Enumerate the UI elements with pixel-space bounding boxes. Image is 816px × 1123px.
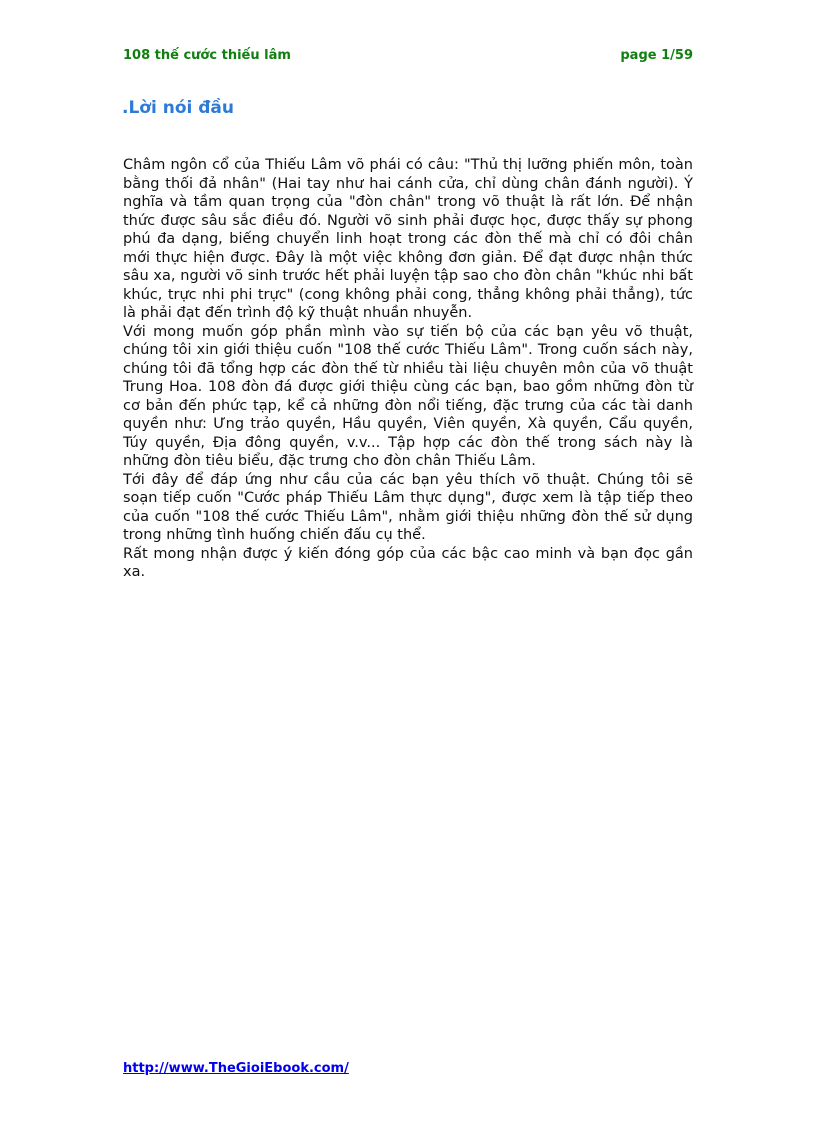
header-book-title: 108 thế cước thiếu lâm — [123, 48, 291, 63]
paragraph-2: Với mong muốn góp phần mình vào sự tiến bộ của các bạn yêu võ thuật, chúng tôi xin giới thiệu cuốn "108 thế cước Thiếu Lâm". Trong cuốn sách này, chúng tôi đã tổng hợp các đòn thế từ nhiều tài liệu chuyên môn của võ thuật Trung Hoa. 108 đòn đá được giới thiệu cùng các bạn, bao gồm những đòn từ cơ bản đến phức tạp, kể cả những đòn nổi tiếng, đặc trưng của các tài danh quyền như: Ưng trảo quyền, Hầu quyền, Viên quyền, Xà quyền, Cẩu quyền, Túy quyền, Địa đông quyền, v.v... Tập hợp các đòn thế trong sách này là những đòn tiêu biểu, đặc trưng cho đòn chân Thiếu Lâm. — [123, 323, 693, 469]
header-page-number: page 1/59 — [620, 48, 693, 63]
footer-website-link[interactable]: http://www.TheGioiEbook.com/ — [123, 1061, 349, 1076]
paragraph-3: Tới đây để đáp ứng như cầu của các bạn yêu thích võ thuật. Chúng tôi sẽ soạn tiếp cuốn "Cước pháp Thiếu Lâm thực dụng", được xem là tập tiếp theo của cuốn "108 thế cước Thiếu Lâm", nhằm giới thiệu những đòn thế sử dụng trong những tình huống chiến đấu cụ thể. — [123, 471, 693, 543]
page-header — [123, 47, 693, 67]
section-title: .Lời nói đầu — [122, 98, 234, 118]
body-text — [123, 156, 693, 582]
paragraph-1: Châm ngôn cổ của Thiếu Lâm võ phái có câu: "Thủ thị lưỡng phiến môn, toàn bằng thối đả nhân" (Hai tay như hai cánh cửa, chỉ dùng chân đánh người). Ý nghĩa và tầm quan trọng của "đòn chân" trong võ thuật là rất lớn. Để nhận thức được sâu sắc điều đó. Người võ sinh phải được học, được thấy sự phong phú đa dạng, biếng chuyển linh hoạt trong các đòn thế mà chỉ có đôi chân mới thực hiện được. Đây là một việc không đơn giản. Để đạt được nhận thức sâu xa, người võ sinh trước hết phải luyện tập sao cho đòn chân "khúc nhi bất khúc, trực nhi phi trực" (cong không phải cong, thẳng không phải thẳng), tức là phải đạt đến trình độ kỹ thuật nhuần nhuyễn. — [123, 157, 693, 321]
paragraph-4: Rất mong nhận được ý kiến đóng góp của các bậc cao minh và bạn đọc gần xa. — [123, 545, 693, 580]
